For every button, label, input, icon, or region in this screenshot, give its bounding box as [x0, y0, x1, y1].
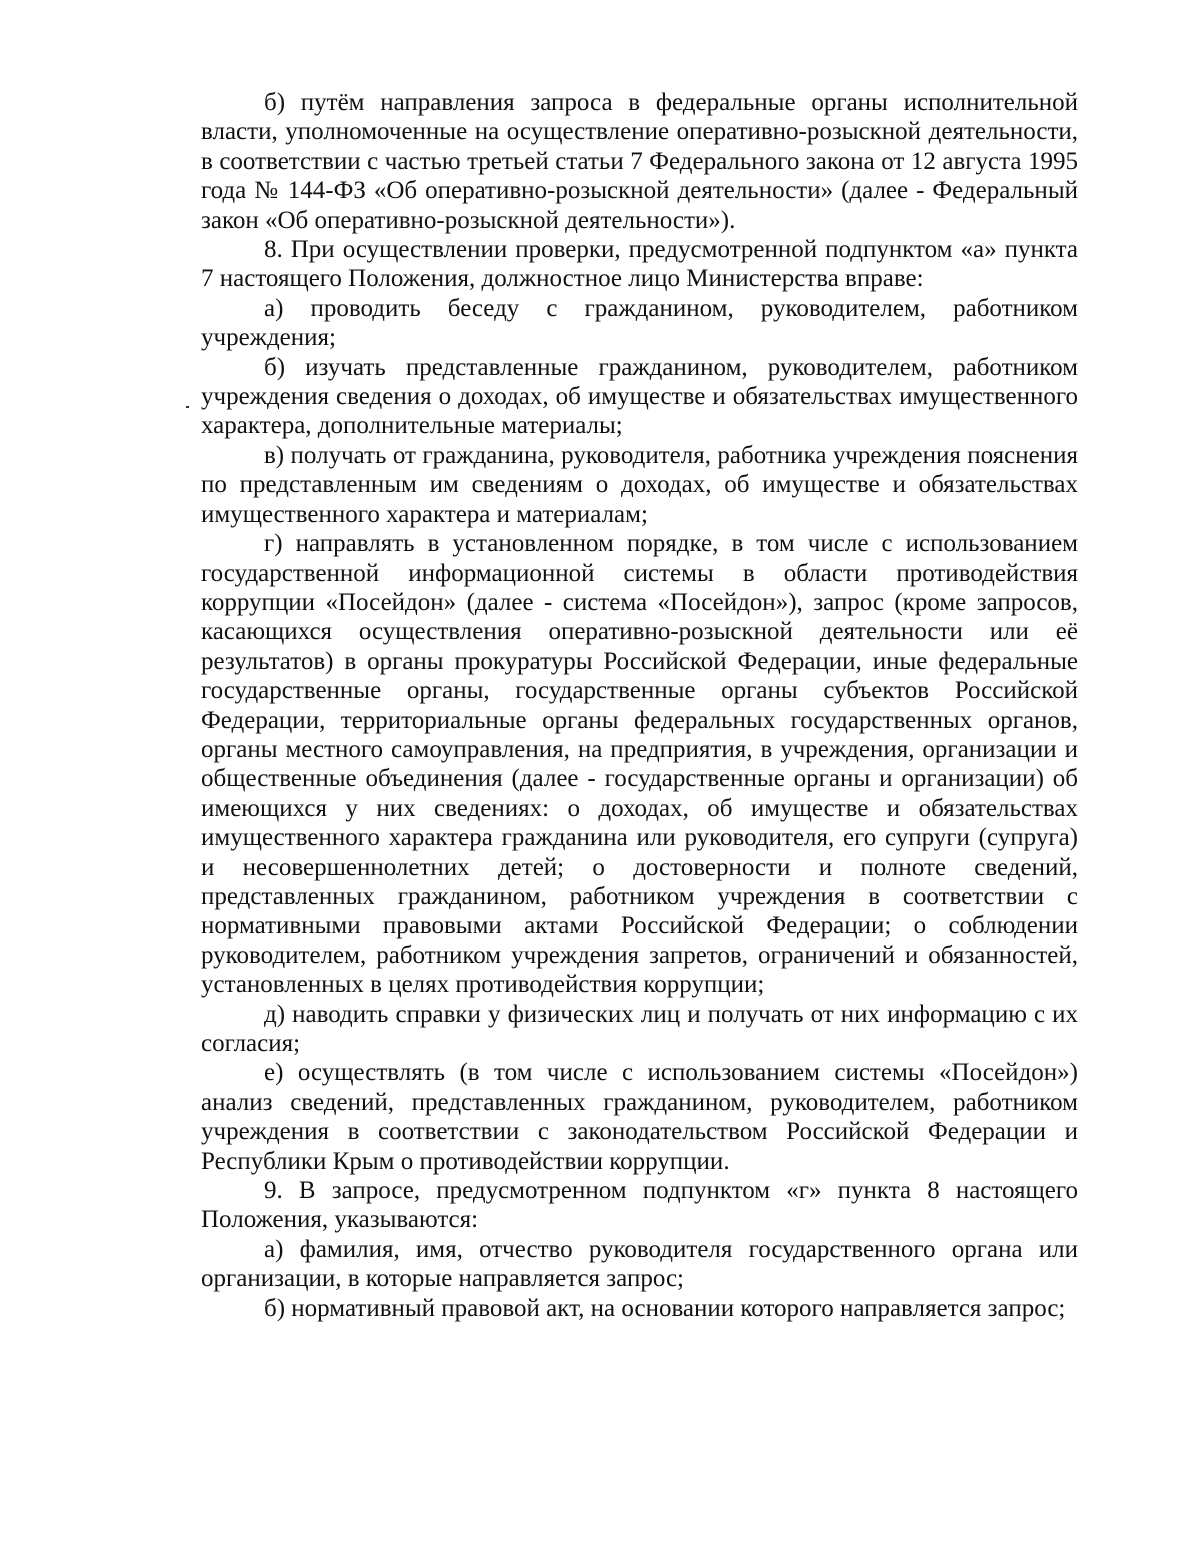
- paragraph-9a: а) фамилия, имя, отчество руководителя государственного органа или организации, в которые направляется запрос;: [201, 1235, 1078, 1293]
- document-body: [201, 88, 1078, 1323]
- paragraph-7b: б) путём направления запроса в федеральные органы исполнительной власти, уполномоченные на осуществление оперативно-розыскной деятельности, в соответствии с частью третьей статьи 7 Федерального закона от 12 августа 1995 года № 144-ФЗ «Об оперативно-розыскной деятельности» (далее - Федеральный закон «Об оперативно-розыскной деятельности»).: [201, 89, 1078, 234]
- paragraph-8g: г) направлять в установленном порядке, в том числе с использованием государственной информационной системы в области противодействия коррупции «Посейдон» (далее - система «Посейдон»), запрос (кроме запросов, касающихся осуществления оперативно-розыскной деятельности или её результатов) в органы прокуратуры Российской Федерации, иные федеральные государственные органы, государственные органы субъектов Российской Федерации, территориальные органы федеральных государственных органов, органы местного самоуправления, на предприятия, в учреждения, организации и общественные объединения (далее - государственные органы и организации) об имеющихся у них сведениях: о доходах, об имуществе и обязательствах имущественного характера гражданина или руководителя, его супруги (супруга) и несовершеннолетних детей; о достоверности и полноте сведений, представленных гражданином, работником учреждения в соответствии с нормативными правовыми актами Российской Федерации; о соблюдении руководителем, работником учреждения запретов, ограничений и обязанностей, установленных в целях противодействия коррупции;: [201, 530, 1078, 999]
- paragraph-8a: а) проводить беседу с гражданином, руководителем, работником учреждения;: [201, 294, 1078, 352]
- paragraph-8d: д) наводить справки у физических лиц и получать от них информацию с их согласия;: [201, 1000, 1078, 1057]
- paragraph-9: 9. В запросе, предусмотренном подпунктом «г» пункта 8 настоящего Положения, указываются:: [201, 1177, 1078, 1234]
- scan-speck: [186, 406, 189, 408]
- paragraph-9b: б) нормативный правовой акт, на основании которого направляется запрос;: [264, 1294, 1066, 1322]
- paragraph-8v: в) получать от гражданина, руководителя, работника учреждения пояснения по представленным им сведениям о доходах, об имуществе и обязательствах имущественного характера и материалам;: [201, 441, 1078, 528]
- paragraph-8: 8. При осуществлении проверки, предусмотренной подпунктом «а» пункта 7 настоящего Положения, должностное лицо Министерства вправе:: [201, 236, 1078, 293]
- paragraph-8b: б) изучать представленные гражданином, руководителем, работником учреждения сведения о доходах, об имуществе и обязательствах имущественного характера, дополнительные материалы;: [201, 353, 1078, 440]
- paragraph-8e: е) осуществлять (в том числе с использованием системы «Посейдон») анализ сведений, представленных гражданином, руководителем, работником учреждения в соответствии с законодательством Российской Федерации и Республики Крым о противодействии коррупции.: [201, 1059, 1078, 1175]
